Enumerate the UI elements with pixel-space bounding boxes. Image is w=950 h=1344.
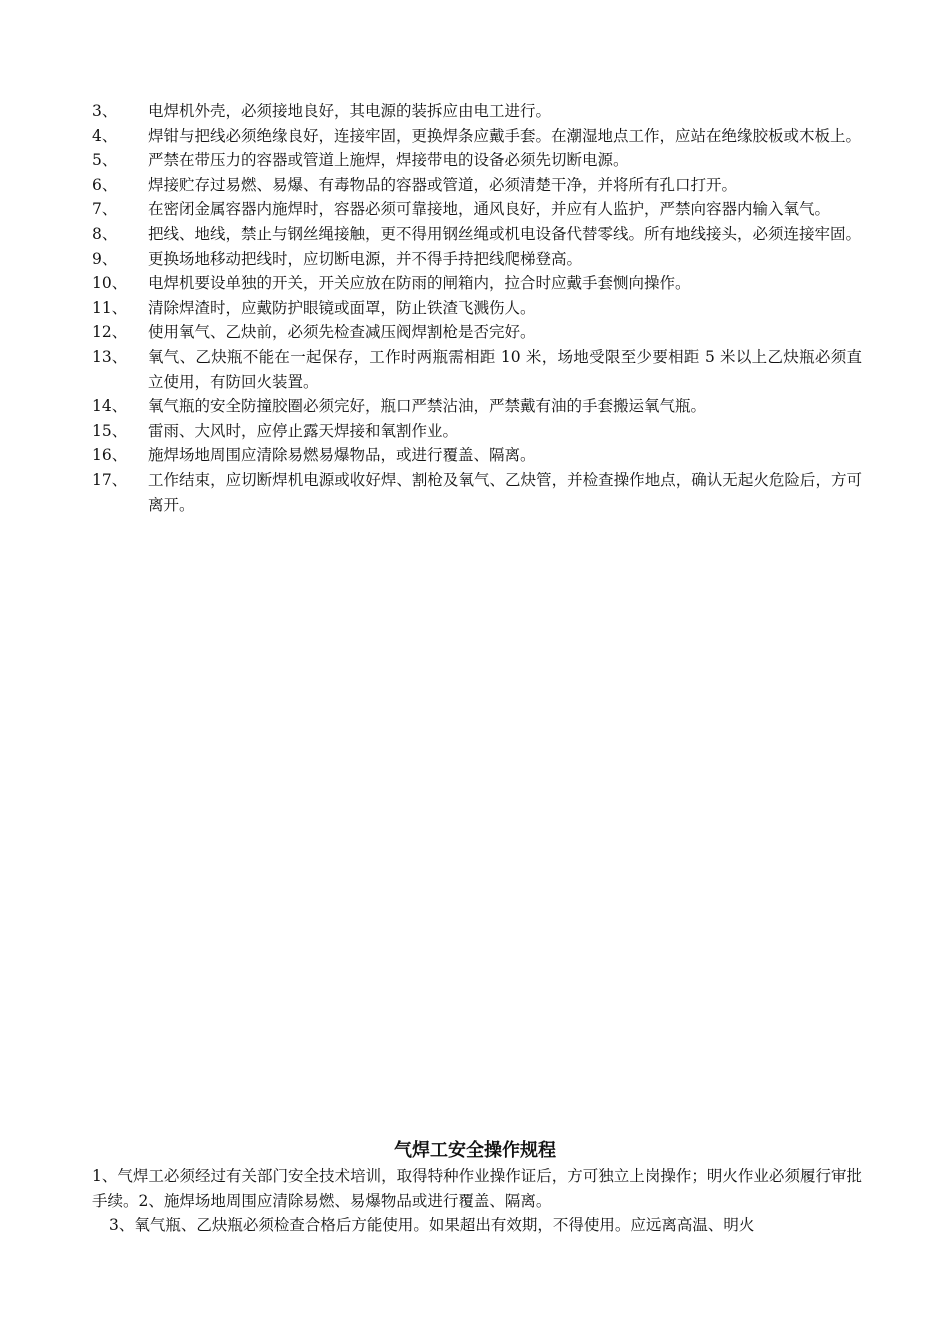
list-item	[92, 296, 862, 321]
list-item-text: 把线、地线，禁止与钢丝绳接触，更不得用钢丝绳或机电设备代替零线。所有地线接头，必须连接牢固。	[148, 224, 862, 243]
list-item	[92, 443, 862, 468]
list-item	[92, 320, 862, 345]
list-item-text: 雷雨、大风时，应停止露天焊接和氧割作业。	[148, 421, 459, 440]
list-item-number: 7、	[92, 200, 118, 219]
list-item-number: 12、	[92, 323, 128, 342]
list-item-text: 工作结束，应切断焊机电源或收好焊、割枪及氧气、乙炔管，并检查操作地点，确认无起火危险后，方可离开。	[148, 470, 862, 514]
list-item-text: 电焊机要设单独的开关，开关应放在防雨的闸箱内，拉合时应戴手套恻向操作。	[148, 274, 691, 293]
list-item-text: 氧气、乙炔瓶不能在一起保存，工作时两瓶需相距 10 米，场地受限至少要相距 5 米以上乙炔瓶必须直立使用，有防回火装置。	[148, 347, 862, 391]
list-item	[92, 222, 862, 247]
list-item-text: 使用氧气、乙炔前，必须先检查减压阀焊割枪是否完好。	[148, 323, 536, 342]
list-item-text: 电焊机外壳，必须接地良好，其电源的装拆应由电工进行。	[148, 102, 552, 120]
list-item-text: 氧气瓶的安全防撞胶圈必须完好，瓶口严禁沾油，严禁戴有油的手套搬运氧气瓶。	[148, 397, 707, 416]
list-item-number: 14、	[92, 397, 128, 416]
list-item-number: 3、	[92, 102, 118, 120]
list-item-number: 9、	[92, 249, 118, 268]
list-item-number: 6、	[92, 175, 118, 194]
list-item	[92, 124, 862, 149]
list-item-text: 在密闭金属容器内施焊时，容器必须可靠接地，通风良好，并应有人监护，严禁向容器内输入氧气。	[148, 200, 831, 219]
list-item	[92, 271, 862, 296]
list-item-text: 焊接贮存过易燃、易爆、有毒物品的容器或管道，必须清楚干净，并将所有孔口打开。	[148, 175, 738, 194]
list-item-number: 15、	[92, 421, 128, 440]
list-item-number: 16、	[92, 446, 128, 465]
list-item-text: 更换场地移动把线时，应切断电源，并不得手持把线爬梯登高。	[148, 249, 583, 268]
safety-rule-list	[92, 99, 862, 517]
section-title: 气焊工安全操作规程	[394, 1140, 556, 1161]
list-item	[92, 419, 862, 444]
list-item-text: 焊钳与把线必须绝缘良好，连接牢固，更换焊条应戴手套。在潮湿地点工作，应站在绝缘胶板或木板上。	[148, 126, 862, 145]
list-item-number: 11、	[92, 298, 128, 317]
section-paragraph-2: 3、氧气瓶、乙炔瓶必须检查合格后方能使用。如果超出有效期，不得使用。应远离高温、明火	[109, 1216, 755, 1234]
list-item	[92, 468, 862, 517]
list-item-text: 施焊场地周围应清除易燃易爆物品，或进行覆盖、隔离。	[148, 446, 536, 465]
list-item-number: 17、	[92, 470, 128, 489]
list-item	[92, 394, 862, 419]
section-paragraph-1: 1、气焊工必须经过有关部门安全技术培训，取得特种作业操作证后，方可独立上岗操作；明火作业必须履行审批手续。2、施焊场地周围应清除易燃、易爆物品或进行覆盖、隔离。	[92, 1167, 862, 1210]
list-item-number: 4、	[92, 126, 118, 145]
list-item-number: 5、	[92, 151, 118, 170]
list-item-text: 清除焊渣时，应戴防护眼镜或面罩，防止铁渣飞溅伤人。	[148, 298, 536, 317]
list-item-text: 严禁在带压力的容器或管道上施焊，焊接带电的设备必须先切断电源。	[148, 151, 629, 170]
list-item	[92, 148, 862, 173]
list-item	[92, 197, 862, 222]
list-item	[92, 247, 862, 272]
list-item-number: 10、	[92, 274, 128, 293]
list-item-number: 8、	[92, 224, 118, 243]
list-item	[92, 99, 862, 124]
list-item-number: 13、	[92, 347, 128, 366]
list-item	[92, 173, 862, 198]
list-item	[92, 345, 862, 394]
